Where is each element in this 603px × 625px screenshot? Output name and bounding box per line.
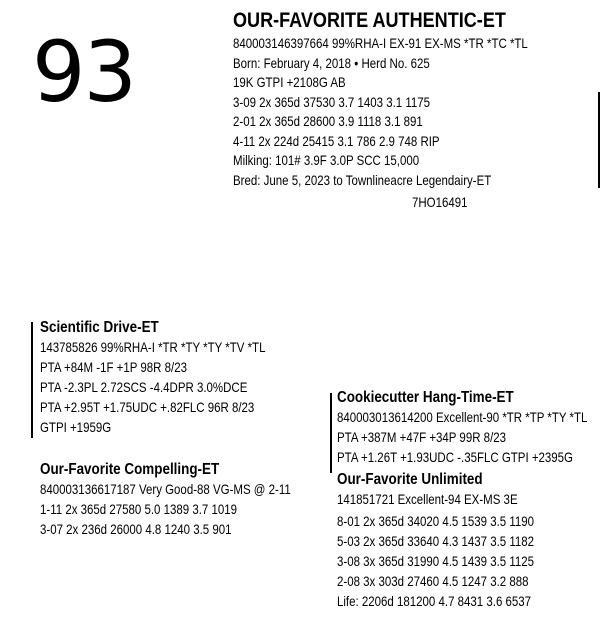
dam-line: 3-07 2x 236d 26000 4.8 1240 3.5 901 — [40, 521, 232, 537]
sire-line: PTA +84M -1F +1P 98R 8/23 — [40, 359, 187, 375]
maternal-granddam-line: 8-01 2x 365d 34020 4.5 1539 3.5 1190 — [337, 513, 535, 529]
main-record-line: 4-11 2x 224d 25415 3.1 786 2.9 748 RIP — [233, 132, 440, 149]
service-sire-code: 7HO16491 — [412, 194, 468, 210]
maternal-grandsire-line: 840003013614200 Excellent-90 *TR *TP *TY *TL — [337, 409, 588, 425]
sire-block — [40, 318, 315, 437]
main-cow-block — [233, 8, 593, 190]
maternal-granddam-block — [337, 470, 577, 611]
sire-line: PTA -2.3PL 2.72SCS -4.4DPR 3.0%DCE — [40, 379, 248, 395]
main-born-line: Born: February 4, 2018 • Herd No. 625 — [233, 54, 430, 71]
dam-name: Our-Favorite Compelling-ET — [40, 461, 220, 478]
sire-line: GTPI +1959G — [40, 419, 112, 435]
main-record-line: 3-09 2x 365d 37530 3.7 1403 3.1 1175 — [233, 93, 431, 110]
main-registration-line: 840003146397664 99%RHA-I EX-91 EX-MS *TR *TC *TL — [233, 35, 528, 51]
main-bred-line: Bred: June 5, 2023 to Townlineacre Legendairy-ET — [233, 171, 492, 188]
divider-line — [598, 92, 600, 188]
sire-line: PTA +2.95T +1.75UDC +.82FLC 96R 8/23 — [40, 399, 255, 415]
sire-line: 143785826 99%RHA-I *TR *TY *TY *TV *TL — [40, 339, 266, 355]
dam-line: 840003136617187 Very Good-88 VG-MS @ 2-11 — [40, 481, 291, 497]
maternal-grandsire-block — [337, 388, 603, 467]
divider-line — [31, 322, 33, 438]
dam-block — [40, 460, 346, 539]
main-record-line: 2-01 2x 365d 28600 3.9 1118 3.1 891 — [233, 113, 423, 129]
maternal-granddam-line: 141851721 Excellent-94 EX-MS 3E — [337, 491, 518, 507]
maternal-granddam-line: 2-08 3x 303d 27460 4.5 1247 3.2 888 — [337, 573, 529, 589]
dam-line: 1-11 2x 365d 27580 5.0 1389 3.7 1019 — [40, 501, 238, 517]
maternal-grandsire-line: PTA +387M +47F +34P 99R 8/23 — [337, 429, 507, 445]
maternal-grandsire-name: Cookiecutter Hang-Time-ET — [337, 389, 514, 406]
maternal-granddam-name: Our-Favorite Unlimited — [337, 471, 483, 488]
main-cow-name: OUR-FAVORITE AUTHENTIC-ET — [233, 9, 506, 32]
maternal-granddam-line: 5-03 2x 365d 33640 4.3 1437 3.5 1182 — [337, 533, 535, 549]
lot-number: 93 — [32, 23, 135, 121]
divider-line — [330, 393, 332, 473]
maternal-grandsire-line: PTA +1.26T +1.93UDC -.35FLC GTPI +2395G — [337, 449, 573, 465]
main-gtpi-line: 19K GTPI +2108G AB — [233, 74, 346, 90]
maternal-granddam-line: Life: 2206d 181200 4.7 8431 3.6 6537 — [337, 593, 532, 609]
sire-name: Scientific Drive-ET — [40, 319, 159, 336]
main-milking-line: Milking: 101# 3.9F 3.0P SCC 15,000 — [233, 152, 420, 168]
maternal-granddam-line: 3-08 3x 365d 31990 4.5 1439 3.5 1125 — [337, 553, 535, 569]
